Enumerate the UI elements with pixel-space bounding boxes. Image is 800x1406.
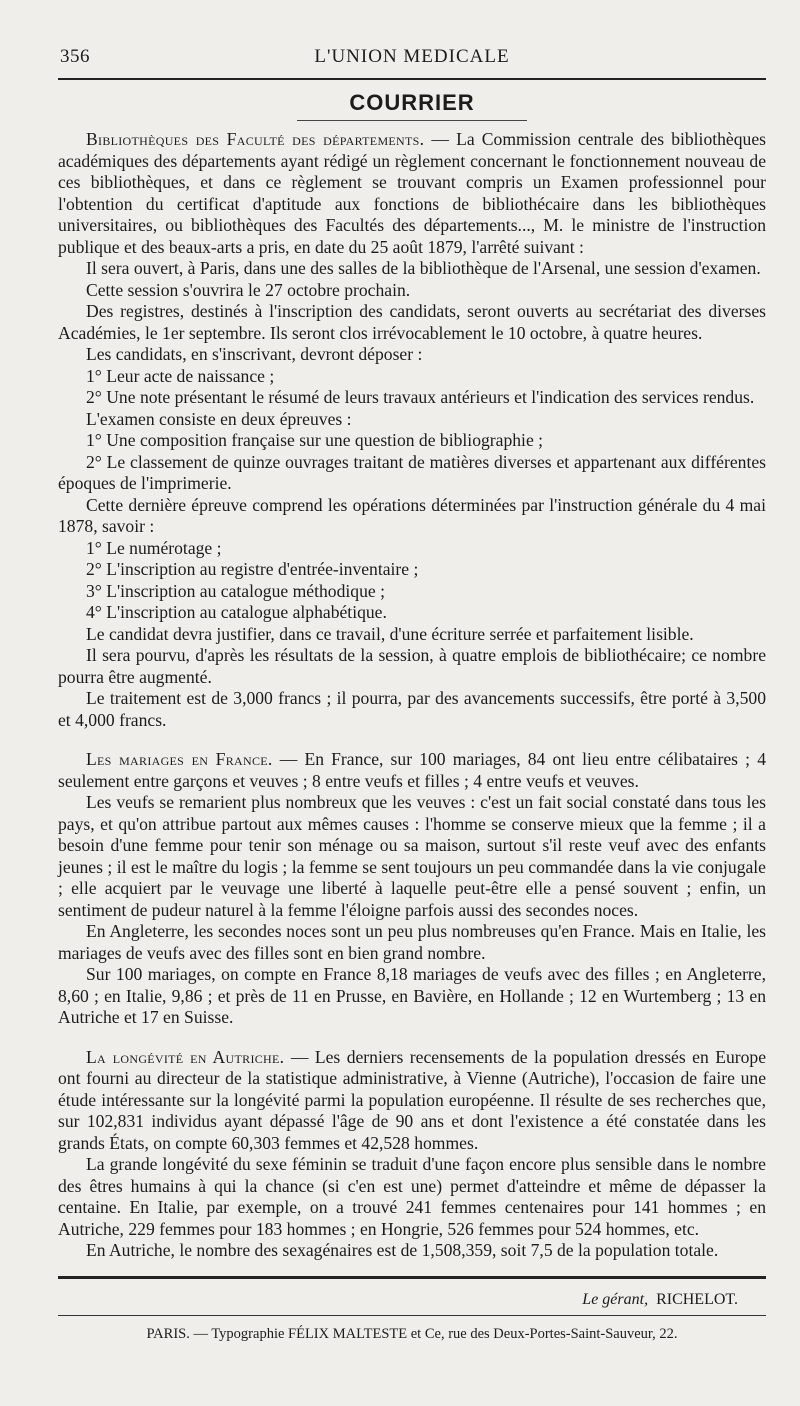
article-paragraph: En Autriche, le nombre des sexagénaires est de 1,508,359, soit 7,5 de la population totale. [86, 1240, 719, 1260]
article-paragraph: Il sera ouvert, à Paris, dans une des salles de la bibliothèque de l'Arsenal, une session d'examen. [86, 258, 761, 278]
article-paragraph: Cette dernière épreuve comprend les opérations déterminées par l'instruction générale du 4 mai 1878, savoir : [58, 494, 766, 536]
article-heading: Bibliothèques des Faculté des départements. [86, 129, 425, 149]
list-item: 3° L'inscription au catalogue méthodique ; [86, 580, 385, 601]
list-item: 1° Une composition française sur une question de bibliographie ; [86, 430, 544, 450]
header-rule [58, 78, 766, 80]
article-paragraph: La longévité en Autriche. — Les derniers recensements de la population dressés en Europe ont fourni au directeur de la statistique administrative, à Vienne (Autriche), l'occasion de faire une étude intéressante sur la longévité parmi la population européenne. Il résulte de ses recherches que, sur 102,831 individus ayant dépassé l'âge de 90 ans et dont l'existence a été constatée dans les grands États, on compte 60,303 femmes et 42,528 hommes. [58, 1046, 767, 1153]
article-paragraph: Le traitement est de 3,000 francs ; il pourra, par des avancements successifs, être porté à 3,500 et 4,000 francs. [58, 688, 766, 730]
section-title: COURRIER [349, 90, 475, 115]
article-paragraph: La grande longévité du sexe féminin se traduit d'une façon encore plus sensible dans le nombre des êtres humains à qui la chance (si c'en est une) permet d'atteindre et même de dépasser la centaine. En Italie, par exemple, on a trouvé 241 femmes centenaires pour 141 hommes ; en Autriche, 229 femmes pour 183 hommes ; en Hongrie, 526 femmes pour 524 hommes, etc. [58, 1154, 766, 1239]
signature-label: Le gérant, [582, 1290, 649, 1308]
article-paragraph: Cette session s'ouvrira le 27 octobre prochain. [86, 279, 411, 300]
article-paragraph: Les candidats, en s'inscrivant, devront déposer : [86, 344, 423, 364]
list-item: 4° L'inscription au catalogue alphabétique. [86, 602, 387, 622]
article-paragraph: Il sera pourvu, d'après les résultats de la session, à quatre emplois de bibliothécaire; ce nombre pourra être augmenté. [58, 645, 766, 687]
article-mariages [58, 749, 766, 1029]
article-heading: Les mariages en France. [86, 749, 273, 769]
article-paragraph: Sur 100 mariages, on compte en France 8,18 mariages de veufs avec des filles ; en Angleterre, 8,60 ; en Italie, 9,86 ; et près de 11 en Prusse, en Bavière, en Hollande ; 12 en Wurtemberg ; 13 en Autriche et 17 en Suisse. [58, 964, 766, 1027]
title-underline [297, 120, 527, 121]
journal-title: L'UNION MEDICALE [314, 46, 510, 67]
article-paragraph: Le candidat devra justifier, dans ce travail, d'une écriture serrée et parfaitement lisible. [86, 623, 694, 644]
signature-name: RICHELOT. [656, 1290, 738, 1308]
article-heading: La longévité en Autriche. [86, 1046, 285, 1067]
article-bibliotheques [58, 129, 766, 731]
running-header [58, 40, 766, 72]
article-paragraph: Des registres, destinés à l'inscription des candidats, seront ouverts au secrétariat des diverses Académies, le 1er septembre. Ils seront clos irrévocablement le 10 octobre, à quatre heures. [58, 301, 766, 343]
list-item: 2° L'inscription au registre d'entrée-inventaire ; [86, 559, 419, 579]
list-item: 2° Le classement de quinze ouvrages traitant de matières diverses et appartenant aux différentes époques de l'imprimerie. [58, 451, 766, 493]
footer-rule [58, 1315, 766, 1316]
article-paragraph: Les mariages en France. — En France, sur 100 mariages, 84 ont lieu entre célibataires ; 4 seulement entre garçons et veuves ; 8 entre veufs et filles ; 4 entre veufs et veuves. [58, 749, 766, 791]
article-longevite [58, 1047, 766, 1262]
article-paragraph: Les veufs se remarient plus nombreux que les veuves : c'est un fait social constaté dans tous les pays, et qu'on attribue partout aux mêmes causes : l'homme se conserve mieux que la femme ; il a besoin d'une femme pour tenir son ménage ou sa maison, surtout s'il reste veuf avec des enfants jeunes ; il est le maître du logis ; la femme se sent toujours un peu commandée dans la vie conjugale ; elle acquiert par le veuvage une liberté à laquelle peut-être elle a pensé souvent ; enfin, un sentiment de pudeur naturel à la femme l'éloigne parfois aussi des secondes noces. [58, 792, 766, 920]
closing-rule [58, 1276, 766, 1279]
page-number: 356 [60, 46, 90, 67]
printer-imprint: PARIS. — Typographie FÉLIX MALTESTE et Ce, rue des Deux-Portes-Saint-Sauveur, 22. [146, 1325, 678, 1342]
signature [58, 1291, 738, 1309]
list-item: 1° Leur acte de naissance ; [86, 365, 275, 386]
article-paragraph: En Angleterre, les secondes noces sont un peu plus nombreuses qu'en France. Mais en Italie, les mariages de veufs avec des filles sont en bien grand nombre. [58, 921, 766, 963]
list-item: 2° Une note présentant le résumé de leurs travaux antérieurs et l'indication des services rendus. [86, 387, 755, 407]
article-paragraph: Bibliothèques des Faculté des départements. — La Commission centrale des bibliothèques académiques des départements ayant rédigé un règlement concernant le fonctionnement nouveau de ces bibliothèques, et dans ce règlement se trouvant compris un Examen professionnel pour l'obtention du certificat d'aptitude aux fonctions de bibliothécaire dans les bibliothèques universitaires, ou bibliothèques des Facultés des départements..., M. le ministre de l'instruction publique et des beaux-arts a pris, en date du 25 août 1879, l'arrêté suivant : [58, 129, 766, 257]
list-item: 1° Le numérotage ; [86, 537, 222, 558]
article-paragraph: L'examen consiste en deux épreuves : [86, 408, 352, 429]
